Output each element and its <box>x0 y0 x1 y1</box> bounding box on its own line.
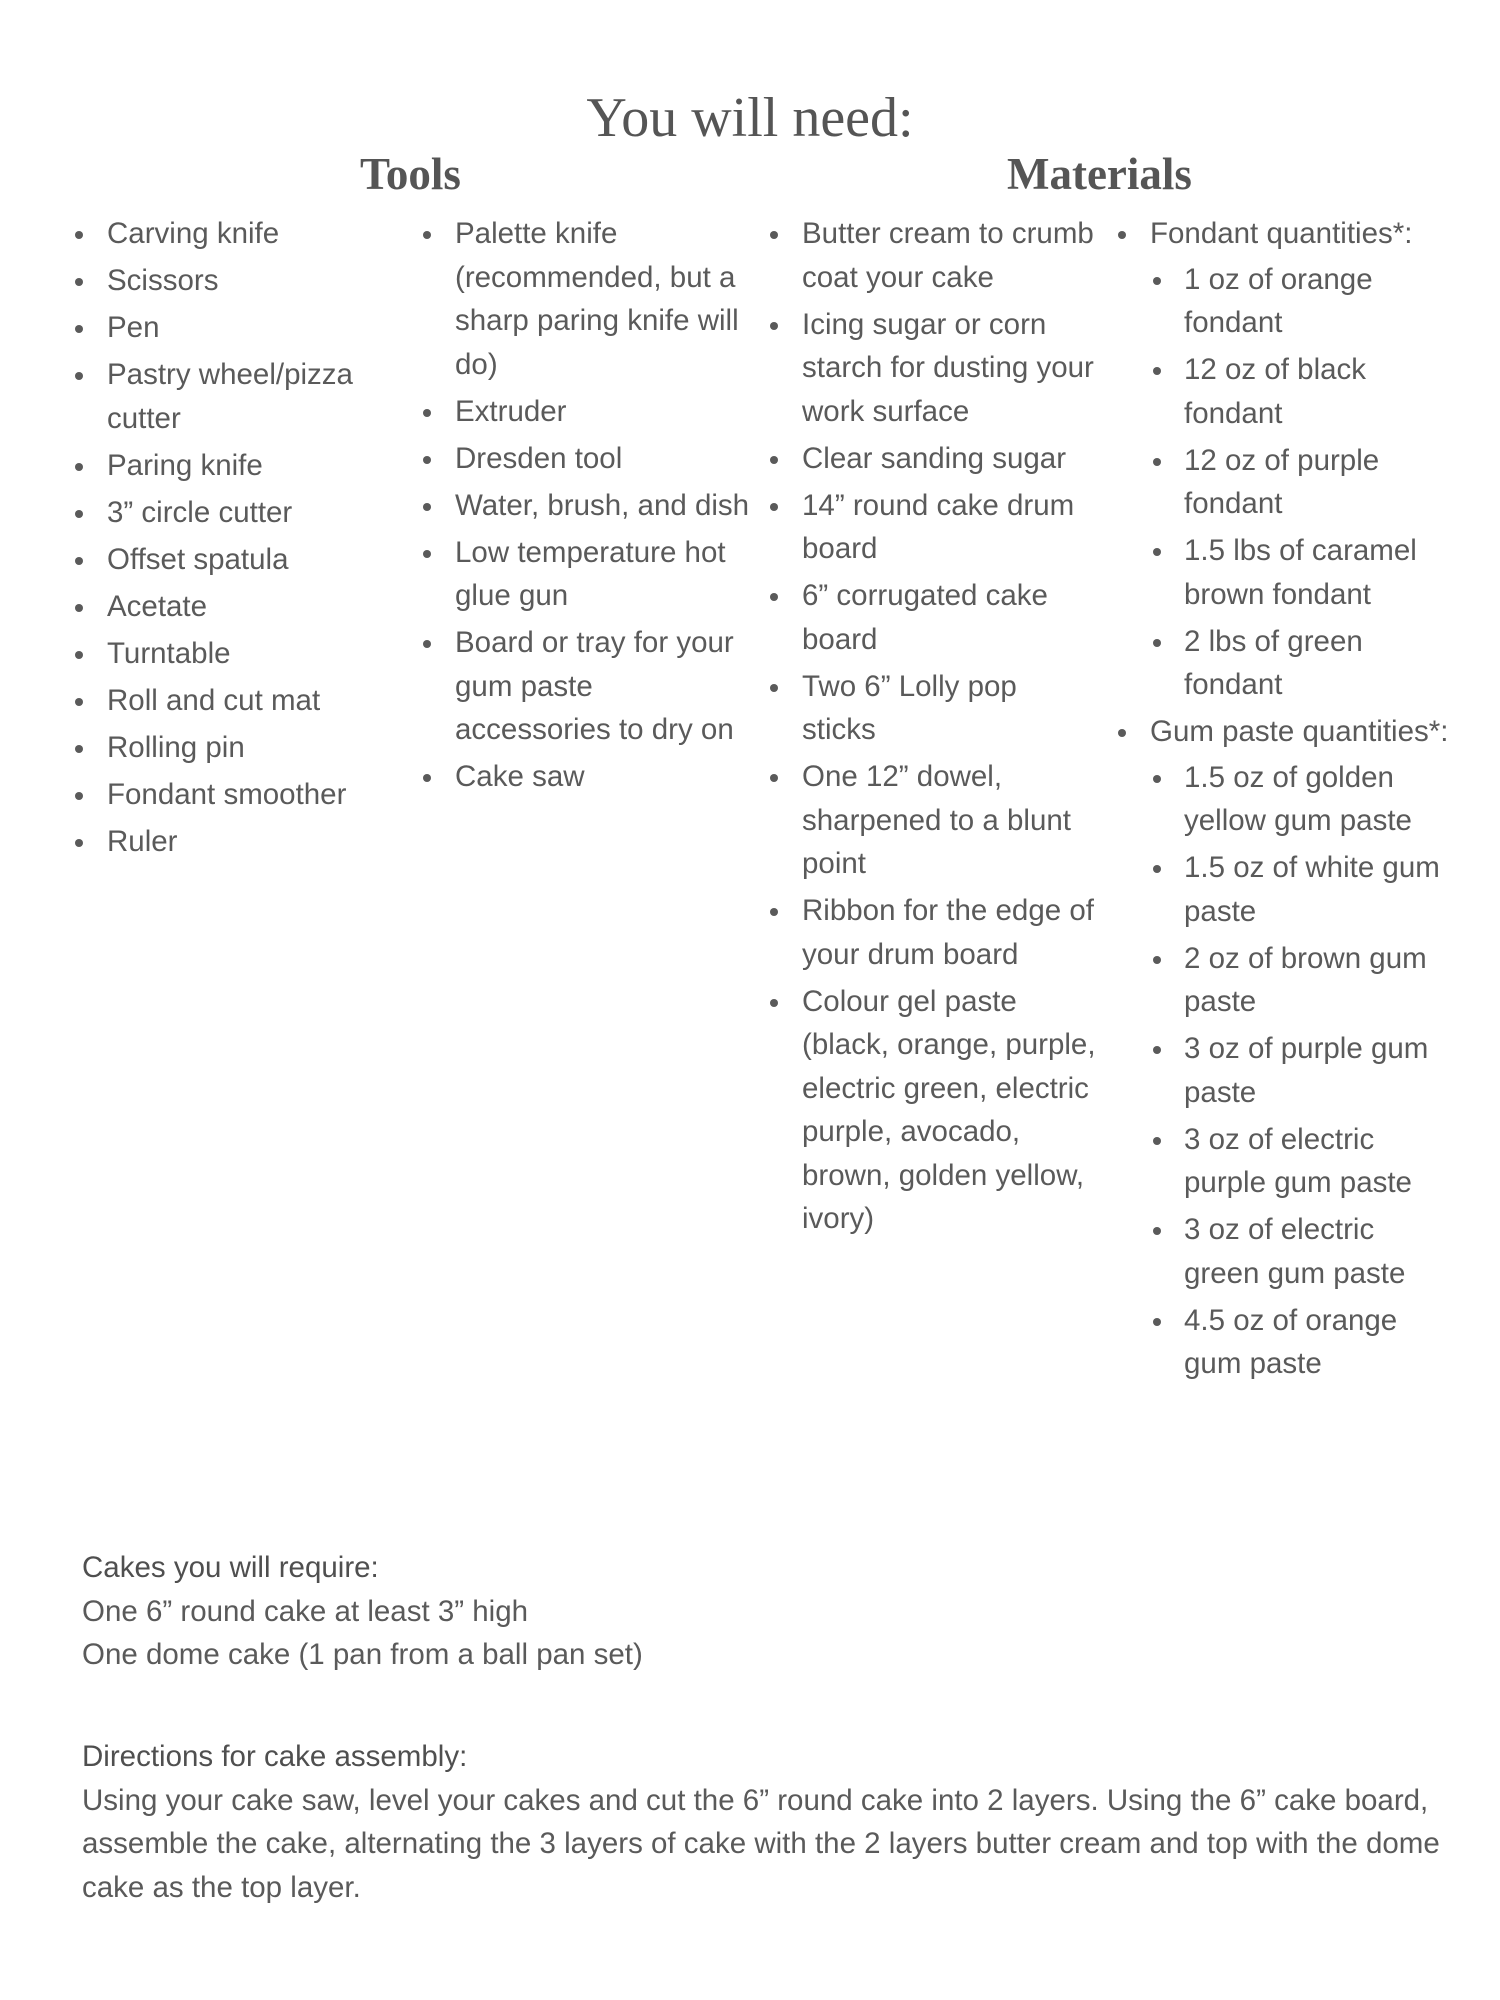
cake-line: One 6” round cake at least 3” high <box>82 1594 529 1628</box>
list-item: Icing sugar or corn starch for dusting your work surface <box>767 303 1097 434</box>
gum-paste-quantities-item <box>1115 710 1455 1386</box>
list-item: 1.5 lbs of caramel brown fondant <box>1150 529 1455 616</box>
list-item: 1 oz of orange fondant <box>1150 258 1455 345</box>
list-item: 1.5 oz of golden yellow gum paste <box>1150 756 1455 843</box>
list-item: 6” corrugated cake board <box>767 574 1097 661</box>
gum-paste-quantities-label: Gum paste quantities*: <box>1150 715 1449 748</box>
directions-heading: Directions for cake assembly: <box>82 1740 468 1773</box>
fondant-quantities-label: Fondant quantities*: <box>1150 217 1413 250</box>
list-item: Offset spatula <box>72 538 372 582</box>
tools-list-right <box>420 212 755 802</box>
gum-paste-sublist <box>1150 756 1455 1386</box>
list-item: Acetate <box>72 585 372 629</box>
list-item: 3 oz of electric purple gum paste <box>1150 1118 1455 1205</box>
directions-text: Using your cake saw, level your cakes and cut the 6” round cake into 2 layers. Using the 6” cake board, assemble the cake, alternating the 3 layers of cake with the 2 layers butter cream and top with the dome cake as the top layer. <box>82 1783 1440 1904</box>
fondant-quantities-item <box>1115 212 1455 707</box>
materials-list-left <box>767 212 1097 1244</box>
fondant-sublist <box>1150 258 1455 707</box>
list-item: Carving knife <box>72 212 372 256</box>
list-item: Scissors <box>72 259 372 303</box>
cake-line: One dome cake (1 pan from a ball pan set) <box>82 1638 643 1671</box>
list-item: 12 oz of purple fondant <box>1150 439 1455 526</box>
list-item: Paring knife <box>72 444 372 488</box>
list-item: 1.5 oz of white gum paste <box>1150 846 1455 933</box>
list-item: Turntable <box>72 632 372 676</box>
list-item: Dresden tool <box>420 437 755 481</box>
list-item: Ruler <box>72 820 372 864</box>
list-item: 14” round cake drum board <box>767 484 1097 571</box>
list-item: 4.5 oz of orange gum paste <box>1150 1299 1455 1386</box>
cakes-heading: Cakes you will require: <box>82 1551 379 1584</box>
list-item: 2 lbs of green fondant <box>1150 620 1455 707</box>
list-item: Rolling pin <box>72 726 372 770</box>
list-item: Board or tray for your gum paste accessories to dry on <box>420 621 755 752</box>
list-item: 12 oz of black fondant <box>1150 348 1455 435</box>
list-item: Colour gel paste (black, orange, purple, electric green, electric purple, avocado, brown, golden yellow, ivory) <box>767 980 1097 1241</box>
list-item: Palette knife (recommended, but a sharp paring knife will do) <box>420 212 755 386</box>
materials-list-right <box>1115 212 1455 1389</box>
cakes-section <box>82 1546 1452 1677</box>
list-item: Pen <box>72 306 372 350</box>
tools-list-left <box>72 212 372 867</box>
list-item: Fondant smoother <box>72 773 372 817</box>
list-item: Low temperature hot glue gun <box>420 531 755 618</box>
list-item: 3 oz of purple gum paste <box>1150 1027 1455 1114</box>
page-title: You will need: <box>586 87 914 149</box>
list-item: Water, brush, and dish <box>420 484 755 528</box>
list-item: 2 oz of brown gum paste <box>1150 937 1455 1024</box>
list-item: Roll and cut mat <box>72 679 372 723</box>
list-item: 3” circle cutter <box>72 491 372 535</box>
list-item: Two 6” Lolly pop sticks <box>767 665 1097 752</box>
list-item: Ribbon for the edge of your drum board <box>767 889 1097 976</box>
tools-heading: Tools <box>360 149 461 199</box>
list-item: Pastry wheel/pizza cutter <box>72 353 372 440</box>
directions-section <box>82 1735 1452 1909</box>
list-item: Cake saw <box>420 755 755 799</box>
list-item: Extruder <box>420 390 755 434</box>
materials-heading: Materials <box>1007 149 1192 199</box>
list-item: Clear sanding sugar <box>767 437 1097 481</box>
list-item: Butter cream to crumb coat your cake <box>767 212 1097 299</box>
list-item: One 12” dowel, sharpened to a blunt point <box>767 755 1097 886</box>
list-item: 3 oz of electric green gum paste <box>1150 1208 1455 1295</box>
